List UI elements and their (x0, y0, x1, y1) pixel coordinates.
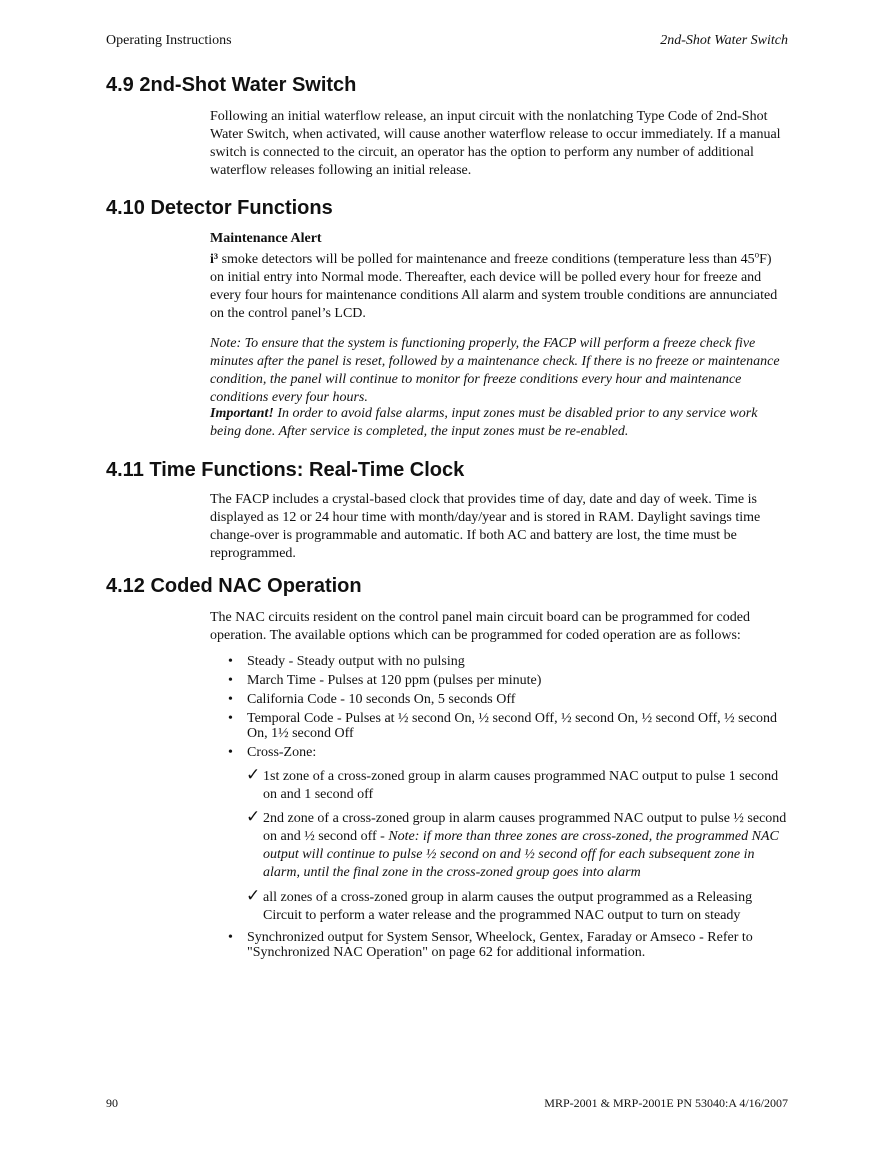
paragraph-4-10-part2: F) on initial entry into Normal mode. Thereafter, each device will be polled every hour for freeze and every four hours for maintenance conditions All alarm and system trouble conditions are annunciated on the control panel’s LCD. (210, 252, 778, 321)
note-freeze-check-text: Note: To ensure that the system is functioning properly, the FACP will perform a freeze check five minutes after the panel is reset, followed by a maintenance check. If there is no freeze or maintenance condition, the panel will continue to monitor for freeze conditions every hour and maintenance conditions every four hours. (210, 336, 780, 405)
check-item-text (263, 810, 789, 882)
list-item-text: Temporal Code - Pulses at ½ second On, ½ second Off, ½ second On, ½ second Off, ½ second On, 1½ second Off (247, 711, 778, 741)
check-item-note: Note: if more than three zones are cross-zoned, the programmed NAC output will continue to pulse ½ second on and ½ second off for each subsequent zone in alarm, until the final zone in the cross-zoned group goes into alarm (263, 829, 779, 880)
footer-doc-info: MRP-2001 & MRP-2001E PN 53040:A 4/16/2007 (544, 1096, 788, 1110)
bullet-icon: • (228, 673, 233, 688)
paragraph-4-12-text: The NAC circuits resident on the control panel main circuit board can be programmed for coded operation. The available options which can be programmed for coded operation are as follows: (210, 610, 750, 643)
important-label: Important! (210, 406, 274, 421)
subheading-maintenance-alert: Maintenance Alert (210, 231, 322, 246)
paragraph-4-12 (210, 609, 788, 645)
checkmark-icon: ✓ (246, 886, 261, 905)
paragraph-4-9-text: Following an initial waterflow release, an input circuit with the nonlatching Type Code of 2nd-Shot Water Switch, when activated, will cause another waterflow release to occur immediately. If a manual switch is connected to the circuit, an operator has the option to perform any number of additional waterflow releases following an initial release. (210, 109, 781, 178)
bullet-icon: • (228, 692, 233, 707)
heading-4-10: 4.10 Detector Functions (106, 197, 333, 219)
heading-4-12: 4.12 Coded NAC Operation (106, 575, 362, 597)
bullet-icon: • (228, 745, 233, 760)
list-item-text: March Time - Pulses at 120 ppm (pulses per minute) (247, 673, 542, 688)
list-item-text: Steady - Steady output with no pulsing (247, 654, 465, 669)
check-item-text: 1st zone of a cross-zoned group in alarm causes programmed NAC output to pulse 1 second on and 1 second off (263, 769, 779, 802)
check-item-text: all zones of a cross-zoned group in alarm causes the output programmed as a Releasing Circuit to perform a water release and the programmed NAC output to turn on steady (263, 890, 753, 923)
heading-4-9: 4.9 2nd-Shot Water Switch (106, 74, 357, 96)
bullet-icon: • (228, 654, 233, 669)
checkmark-icon: ✓ (246, 765, 261, 784)
bullet-icon: • (228, 930, 233, 945)
page-number: 90 (106, 1096, 118, 1110)
paragraph-4-10-part1: smoke detectors will be polled for maintenance and freeze conditions (temperature less than 45 (218, 252, 755, 267)
paragraph-4-11-text: The FACP includes a crystal-based clock that provides time of day, date and day of week. Time is displayed as 12 or 24 hour time with month/day/year and is stored in RAM. Daylight savings time change-over is programmable and automatic. If both AC and battery are lost, the time must be reprogrammed. (210, 492, 761, 561)
note-freeze-check (210, 335, 788, 407)
paragraph-4-9 (210, 108, 788, 180)
important-body: In order to avoid false alarms, input zones must be disabled prior to any service work being done. After service is completed, the input zones must be re-enabled. (210, 406, 758, 439)
running-header-right: 2nd-Shot Water Switch (660, 33, 788, 48)
paragraph-4-10-text (210, 251, 788, 323)
i3-label: i³ (210, 252, 219, 267)
running-header-left: Operating Instructions (106, 33, 232, 48)
checkmark-icon: ✓ (246, 807, 261, 826)
check-item-plain: 2nd zone of a cross-zoned group in alarm causes programmed NAC output to pulse ½ second on and ½ second off - (263, 811, 787, 844)
important-note (210, 405, 788, 441)
important-note-text (210, 405, 788, 441)
degree-superscript: o (754, 249, 760, 260)
heading-4-11: 4.11 Time Functions: Real-Time Clock (106, 459, 465, 481)
paragraph-4-11 (210, 491, 788, 563)
paragraph-4-10 (210, 251, 788, 323)
list-item-text: California Code - 10 seconds On, 5 seconds Off (247, 692, 516, 707)
list-item-text: Cross-Zone: (247, 745, 317, 760)
bullet-icon: • (228, 711, 233, 726)
list-item-text: Synchronized output for System Sensor, Wheelock, Gentex, Faraday or Amseco - Refer to "Synchronized NAC Operation" on page 62 for additional information. (247, 930, 753, 960)
